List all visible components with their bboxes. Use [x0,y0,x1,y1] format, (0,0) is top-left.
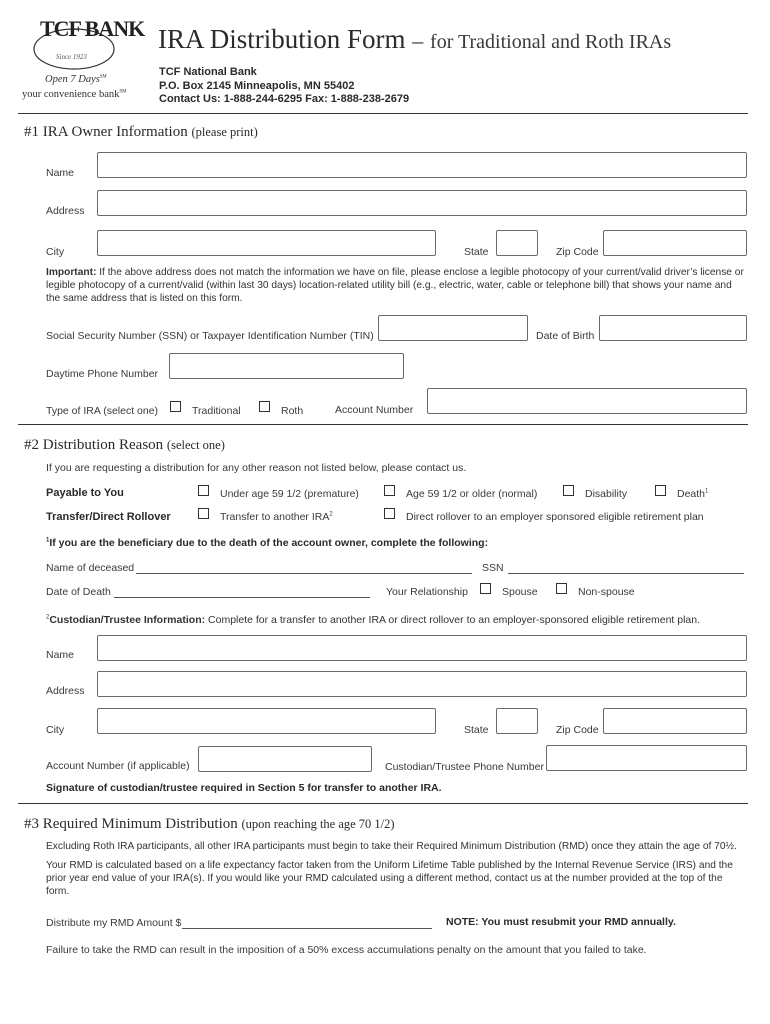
section3-note: (upon reaching the age 70 1/2) [241,817,395,831]
dob-field[interactable] [599,315,747,341]
custodian-heading: Custodian/Trustee Information: [49,614,206,626]
logo-tagline-mark: SM [119,89,127,95]
title-dash: – [412,28,424,53]
beneficiary-superscript: 1 [46,537,50,544]
section2-divider [18,803,748,804]
phone-label: Daytime Phone Number [46,368,159,380]
rmd-amount-line[interactable] [182,928,432,929]
custodian-superscript: 2 [46,614,50,621]
owner-zip-field[interactable] [603,230,747,256]
logo-open-mark: SM [99,74,107,80]
section2-title: #2 Distribution Reason [24,437,164,453]
under-age-label: Under age 59 1/2 (premature) [220,488,359,500]
section2-intro: If you are requesting a distribution for any other reason not listed below, please contact us. [46,462,467,474]
custodian-info-line [46,614,700,626]
deceased-ssn-label: SSN [482,562,504,574]
section1-heading [24,124,258,141]
bank-contact: Contact Us: 1-888-244-6295 Fax: 1-888-238-2679 [159,93,410,105]
owner-address-field[interactable] [97,190,747,216]
rmd-amount-label: Distribute my RMD Amount $ [46,917,182,929]
date-of-death-label: Date of Death [46,586,111,598]
rmd-note: NOTE: You must resubmit your RMD annually. [446,916,676,928]
signature-note: Signature of custodian/trustee required in Section 5 for transfer to another IRA. [46,782,442,794]
owner-city-label: City [46,246,65,258]
owner-state-field[interactable] [496,230,538,256]
custodian-city-label: City [46,724,65,736]
death-label: Death [677,488,706,500]
deceased-name-line[interactable] [136,573,472,574]
nonspouse-label: Non-spouse [578,586,635,598]
owner-zip-label: Zip Code [556,246,599,258]
custodian-address-label: Address [46,685,85,697]
transfer-ira-label: Transfer to another IRA [220,511,330,523]
form-subtitle: for Traditional and Roth IRAs [430,31,672,53]
ssn-tin-field[interactable] [378,315,528,341]
owner-name-field[interactable] [97,152,747,178]
section1-note: (please print) [191,125,258,139]
direct-rollover-checkbox[interactable] [384,508,395,519]
deceased-ssn-line[interactable] [508,573,744,574]
logo-open-days: Open 7 Days [45,74,100,85]
dob-label: Date of Birth [536,330,595,342]
rmd-penalty: Failure to take the RMD can result in the imposition of a 50% excess accumulations penalty on the amount that you failed to take. [46,944,647,956]
under-age-checkbox[interactable] [198,485,209,496]
roth-checkbox[interactable] [259,401,270,412]
nonspouse-checkbox[interactable] [556,583,567,594]
bank-address: P.O. Box 2145 Minneapolis, MN 55402 [159,80,355,92]
ira-type-label: Type of IRA (select one) [46,405,159,417]
disability-checkbox[interactable] [563,485,574,496]
custodian-state-label: State [464,724,489,736]
custodian-phone-field[interactable] [546,745,747,771]
owner-state-label: State [464,246,489,258]
section1-title: #1 IRA Owner Information [24,124,188,140]
spouse-label: Spouse [502,586,538,598]
direct-rollover-label: Direct rollover to an employer sponsored eligible retirement plan [406,511,704,523]
beneficiary-text: If you are the beneficiary due to the death of the account owner, complete the following: [49,537,489,549]
custodian-name-label: Name [46,649,75,661]
section3-title: #3 Required Minimum Distribution [24,816,238,832]
form-title-line [158,24,671,55]
owner-name-label: Name [46,167,75,179]
roth-label: Roth [281,405,304,417]
rmd-paragraph-1: Excluding Roth IRA participants, all other IRA participants must begin to take their Required Minimum Distribution (RMD) once they attain the age of 70½. [46,841,737,852]
custodian-zip-label: Zip Code [556,724,599,736]
custodian-address-field[interactable] [97,671,747,697]
custodian-text: Complete for a transfer to another IRA or direct rollover to an employer-sponsored eligible retirement plan. [208,614,701,626]
bank-name: TCF National Bank [159,66,257,78]
important-notice [46,266,748,305]
custodian-zip-field[interactable] [603,708,747,734]
custodian-state-field[interactable] [496,708,538,734]
age-normal-checkbox[interactable] [384,485,395,496]
form-title: IRA Distribution Form [158,24,406,54]
spouse-checkbox[interactable] [480,583,491,594]
logo-since: Since 1923 [56,53,87,61]
custodian-phone-label: Custodian/Trustee Phone Number [385,761,544,773]
account-number-field[interactable] [427,388,747,414]
important-text: If the above address does not match the information we have on file, please enclose a legible photocopy of your current/valid driver’s license or legible photocopy of a current/valid (within last 30 days) location-related utility bill (e.g., electric, water, cable or telephone bill) that shows your name and the same address that is listed on this form. [46,267,744,304]
custodian-city-field[interactable] [97,708,436,734]
custodian-account-field[interactable] [198,746,372,772]
transfer-ira-checkbox[interactable] [198,508,209,519]
owner-city-field[interactable] [97,230,436,256]
custodian-name-field[interactable] [97,635,747,661]
account-number-label: Account Number [335,404,414,416]
section2-note: (select one) [166,438,225,452]
owner-address-label: Address [46,205,85,217]
ssn-tin-label: Social Security Number (SSN) or Taxpayer Identification Number (TIN) [46,330,374,342]
section2-heading [24,437,225,454]
deceased-name-label: Name of deceased [46,562,135,574]
phone-field[interactable] [169,353,404,379]
header-divider [18,113,748,114]
custodian-account-label: Account Number (if applicable) [46,760,190,772]
traditional-label: Traditional [192,405,241,417]
transfer-label: Transfer/Direct Rollover [46,511,171,523]
age-normal-label: Age 59 1/2 or older (normal) [406,488,538,500]
logo-tagline: your convenience bank [22,89,120,100]
disability-label: Disability [585,488,628,500]
logo-text: TCF BANK [40,16,145,41]
section1-divider [18,424,748,425]
transfer-superscript: 2 [329,511,333,518]
payable-label: Payable to You [46,487,124,499]
beneficiary-note [46,537,488,549]
death-superscript: 1 [705,488,709,495]
date-of-death-line[interactable] [114,597,370,598]
rmd-paragraph-2: Your RMD is calculated based on a life expectancy factor taken from the Uniform Lifetime Table published by the Internal Revenue Service (IRS) and the prior year end value of your IRA(s). If you would like your RMD calculated using a different method, contact us at the number provided at the top of the form. [46,860,733,897]
important-label: Important: [46,267,97,278]
traditional-checkbox[interactable] [170,401,181,412]
relationship-label: Your Relationship [386,586,468,598]
death-checkbox[interactable] [655,485,666,496]
section3-heading [24,816,395,833]
